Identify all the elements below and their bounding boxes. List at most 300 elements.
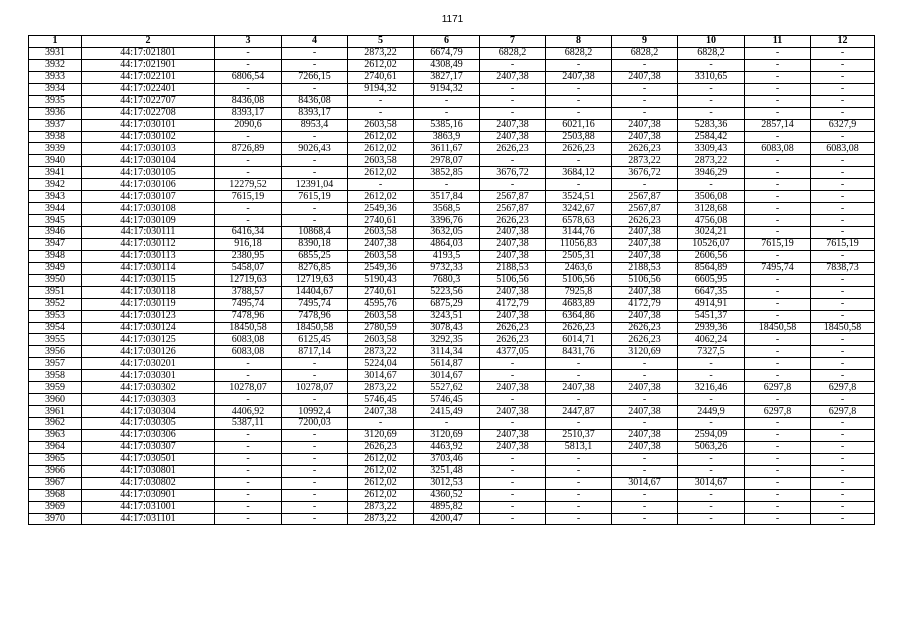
table-cell: 44:17:022401 (82, 83, 215, 95)
table-cell: - (215, 370, 282, 382)
table-cell: 10868,4 (282, 227, 348, 239)
table-cell: 44:17:030115 (82, 274, 215, 286)
table-cell: 2978,07 (414, 155, 480, 167)
table-cell: 14404,67 (282, 286, 348, 298)
table-cell: 3970 (29, 513, 82, 525)
table-cell: 44:17:021801 (82, 47, 215, 59)
table-cell: 44:17:030501 (82, 453, 215, 465)
table-cell: - (480, 477, 546, 489)
table-row (29, 83, 875, 95)
table-cell: 3965 (29, 453, 82, 465)
table-cell: 44:17:030307 (82, 441, 215, 453)
table-cell: - (678, 453, 745, 465)
table-cell: 44:17:030103 (82, 143, 215, 155)
table-cell: 6327,9 (811, 119, 875, 131)
table-cell: - (745, 346, 811, 358)
table-cell: 5527,62 (414, 382, 480, 394)
table-cell: - (745, 465, 811, 477)
table-row (29, 167, 875, 179)
table-cell: - (678, 59, 745, 71)
table-cell: - (480, 155, 546, 167)
table-cell: 3120,69 (414, 429, 480, 441)
table-cell: 2603,58 (348, 227, 414, 239)
table-cell: 2612,02 (348, 191, 414, 203)
table-cell: 5106,56 (612, 274, 678, 286)
table-cell: 18450,58 (811, 322, 875, 334)
table-cell: 2407,38 (612, 429, 678, 441)
table-cell: - (811, 334, 875, 346)
table-cell: 3120,69 (348, 429, 414, 441)
table-cell: 10278,07 (282, 382, 348, 394)
table-cell: - (348, 179, 414, 191)
table-cell: 18450,58 (745, 322, 811, 334)
table-cell: 2407,38 (480, 119, 546, 131)
table-cell: 3243,51 (414, 310, 480, 322)
table-cell: - (678, 358, 745, 370)
table-cell: 5458,07 (215, 262, 282, 274)
table-cell: 3936 (29, 107, 82, 119)
table-cell: - (811, 95, 875, 107)
table-cell: 3945 (29, 215, 82, 227)
table-cell: 44:17:030801 (82, 465, 215, 477)
table-cell: 2740,61 (348, 71, 414, 83)
table-cell: 2407,38 (348, 238, 414, 250)
table-cell: - (745, 358, 811, 370)
table-cell: 2873,22 (348, 47, 414, 59)
table-cell: 44:17:030126 (82, 346, 215, 358)
table-cell: - (414, 179, 480, 191)
table-cell: 3949 (29, 262, 82, 274)
table-cell: 5106,56 (480, 274, 546, 286)
table-cell: 8393,17 (215, 107, 282, 119)
table-cell: 2407,38 (612, 406, 678, 418)
table-cell: - (745, 274, 811, 286)
table-cell: 3960 (29, 394, 82, 406)
table-cell: 3632,05 (414, 227, 480, 239)
table-cell: - (546, 394, 612, 406)
table-cell: - (811, 155, 875, 167)
table-cell: - (348, 107, 414, 119)
table-cell: 6674,79 (414, 47, 480, 59)
table-row (29, 334, 875, 346)
table-cell: - (811, 203, 875, 215)
table-cell: - (215, 465, 282, 477)
table-cell: - (546, 179, 612, 191)
table-cell: 6014,71 (546, 334, 612, 346)
table-cell: 3968 (29, 489, 82, 501)
table-cell: - (480, 179, 546, 191)
table-cell: 3242,67 (546, 203, 612, 215)
table-cell: 3954 (29, 322, 82, 334)
table-cell: - (215, 429, 282, 441)
table-cell: - (282, 215, 348, 227)
table-cell: 6083,08 (745, 143, 811, 155)
table-cell: 2740,61 (348, 215, 414, 227)
table-cell: 3937 (29, 119, 82, 131)
table-cell: - (282, 358, 348, 370)
table-row (29, 155, 875, 167)
table-cell: - (745, 227, 811, 239)
table-cell: 7495,74 (215, 298, 282, 310)
table-cell: - (215, 501, 282, 513)
table-cell: - (745, 47, 811, 59)
table-cell: 6416,34 (215, 227, 282, 239)
table-cell: - (745, 441, 811, 453)
table-cell: 3517,84 (414, 191, 480, 203)
table-cell: 2407,38 (546, 382, 612, 394)
table-cell: 2407,38 (612, 131, 678, 143)
table-cell: 44:17:030305 (82, 418, 215, 430)
table-cell: - (745, 167, 811, 179)
table-cell: - (546, 477, 612, 489)
table-cell: - (215, 59, 282, 71)
table-cell: 7615,19 (215, 191, 282, 203)
table-cell: - (215, 489, 282, 501)
table-cell: 2407,38 (480, 71, 546, 83)
table-cell: 3948 (29, 250, 82, 262)
table-cell: 4406,92 (215, 406, 282, 418)
table-cell: - (612, 358, 678, 370)
table-cell: 3934 (29, 83, 82, 95)
table-cell: - (480, 513, 546, 525)
table-cell: 8726,89 (215, 143, 282, 155)
table-cell: 2407,38 (480, 131, 546, 143)
table-cell: 4595,76 (348, 298, 414, 310)
table-cell: - (811, 477, 875, 489)
table-cell: 2407,38 (612, 71, 678, 83)
table-cell: - (546, 83, 612, 95)
table-cell: 4308,49 (414, 59, 480, 71)
table-cell: - (745, 394, 811, 406)
table-cell: 2447,87 (546, 406, 612, 418)
table-cell: 44:17:031001 (82, 501, 215, 513)
table-cell: 2626,23 (546, 322, 612, 334)
table-cell: - (811, 215, 875, 227)
table-cell: 2603,58 (348, 155, 414, 167)
table-cell: 5451,37 (678, 310, 745, 322)
table-cell: 2549,36 (348, 203, 414, 215)
table-cell: 2449,9 (678, 406, 745, 418)
table-cell: - (414, 107, 480, 119)
table-cell: - (811, 286, 875, 298)
table-cell: - (546, 418, 612, 430)
table-cell: 12279,52 (215, 179, 282, 191)
table-cell: - (348, 418, 414, 430)
table-row (29, 262, 875, 274)
table-cell: - (282, 59, 348, 71)
table-cell: - (612, 501, 678, 513)
table-cell: - (811, 370, 875, 382)
table-cell: - (811, 453, 875, 465)
table-row (29, 286, 875, 298)
table-cell: - (546, 513, 612, 525)
table-cell: 44:17:030119 (82, 298, 215, 310)
table-cell: 2873,22 (348, 346, 414, 358)
table-cell: 7266,15 (282, 71, 348, 83)
table-cell: 3963 (29, 429, 82, 441)
table-cell: 2567,87 (612, 191, 678, 203)
table-cell: 3962 (29, 418, 82, 430)
table-cell: - (811, 47, 875, 59)
table-cell: 2626,23 (480, 334, 546, 346)
table-row (29, 274, 875, 286)
table-body (29, 47, 875, 525)
table-cell: 6083,08 (215, 346, 282, 358)
table-cell: - (678, 179, 745, 191)
table-cell: - (612, 107, 678, 119)
table-cell: 6364,86 (546, 310, 612, 322)
table-cell: - (282, 477, 348, 489)
table-row (29, 95, 875, 107)
table-cell: 6297,8 (811, 382, 875, 394)
table-cell: 44:17:030101 (82, 119, 215, 131)
table-cell: 3024,21 (678, 227, 745, 239)
table-cell: 2603,58 (348, 119, 414, 131)
table-cell: 7680,3 (414, 274, 480, 286)
header-cell: 6 (414, 36, 480, 48)
table-cell: - (612, 370, 678, 382)
table-cell: - (546, 370, 612, 382)
table-cell: - (480, 501, 546, 513)
table-cell: 6828,2 (546, 47, 612, 59)
table-cell: 2626,23 (546, 143, 612, 155)
table-cell: 2407,38 (480, 238, 546, 250)
table-row (29, 382, 875, 394)
table-cell: 44:17:030901 (82, 489, 215, 501)
table-cell: 2188,53 (480, 262, 546, 274)
table-cell: - (480, 489, 546, 501)
table-cell: 3568,5 (414, 203, 480, 215)
table-cell: 3959 (29, 382, 82, 394)
table-cell: - (215, 167, 282, 179)
table-cell: 8393,17 (282, 107, 348, 119)
table-cell: 8564,89 (678, 262, 745, 274)
table-cell: 2603,58 (348, 250, 414, 262)
table-cell: - (811, 167, 875, 179)
table-cell: - (811, 107, 875, 119)
table-cell: - (215, 47, 282, 59)
table-cell: - (480, 358, 546, 370)
table-cell: 6855,25 (282, 250, 348, 262)
table-cell: 7495,74 (282, 298, 348, 310)
table-cell: 2939,36 (678, 322, 745, 334)
table-cell: - (215, 155, 282, 167)
table-cell: 3939 (29, 143, 82, 155)
table-cell: 2857,14 (745, 119, 811, 131)
table-cell: - (745, 370, 811, 382)
table-cell: - (546, 489, 612, 501)
header-cell: 8 (546, 36, 612, 48)
table-cell: 3014,67 (612, 477, 678, 489)
table-cell: 7925,8 (546, 286, 612, 298)
table-cell: 6297,8 (745, 382, 811, 394)
table-cell: 2612,02 (348, 167, 414, 179)
table-cell: 2407,38 (348, 406, 414, 418)
table-cell: - (282, 370, 348, 382)
table-cell: 9194,32 (348, 83, 414, 95)
table-cell: 3956 (29, 346, 82, 358)
table-cell: - (215, 131, 282, 143)
table-row (29, 489, 875, 501)
table-cell: 6806,54 (215, 71, 282, 83)
table-cell: 6605,95 (678, 274, 745, 286)
header-cell: 9 (612, 36, 678, 48)
table-cell: - (282, 489, 348, 501)
header-cell: 5 (348, 36, 414, 48)
table-cell: 2407,38 (480, 382, 546, 394)
table-cell: 2407,38 (612, 310, 678, 322)
table-cell: 9194,32 (414, 83, 480, 95)
table-cell: 2510,37 (546, 429, 612, 441)
table-cell: - (414, 95, 480, 107)
table-cell: - (282, 83, 348, 95)
table-cell: - (414, 418, 480, 430)
table-cell: 2612,02 (348, 477, 414, 489)
table-cell: 44:17:030201 (82, 358, 215, 370)
table-cell: 3676,72 (480, 167, 546, 179)
table-cell: - (745, 250, 811, 262)
table-cell: 44:17:030104 (82, 155, 215, 167)
table-cell: - (811, 83, 875, 95)
table-row (29, 358, 875, 370)
table-cell: 4864,03 (414, 238, 480, 250)
table-cell: 44:17:021901 (82, 59, 215, 71)
data-table (28, 35, 875, 525)
table-cell: - (282, 441, 348, 453)
table-cell: - (215, 83, 282, 95)
table-cell: 2567,87 (480, 203, 546, 215)
table-cell: 5813,1 (546, 441, 612, 453)
table-row (29, 370, 875, 382)
table-cell: 3012,53 (414, 477, 480, 489)
table-cell: 2603,58 (348, 334, 414, 346)
table-cell: 2612,02 (348, 59, 414, 71)
table-cell: 2407,38 (480, 406, 546, 418)
table-cell: 3014,67 (348, 370, 414, 382)
table-cell: - (546, 107, 612, 119)
table-cell: - (745, 477, 811, 489)
table-cell: - (480, 394, 546, 406)
table-cell: - (282, 501, 348, 513)
table-cell: 7615,19 (282, 191, 348, 203)
table-cell: 2780,59 (348, 322, 414, 334)
table-cell: 6875,29 (414, 298, 480, 310)
table-row (29, 501, 875, 513)
table-cell: 2407,38 (480, 250, 546, 262)
table-cell: 44:17:030102 (82, 131, 215, 143)
table-cell: 6083,08 (215, 334, 282, 346)
table-cell: 3942 (29, 179, 82, 191)
table-cell: 3941 (29, 167, 82, 179)
table-cell: - (546, 501, 612, 513)
table-cell: 6297,8 (745, 406, 811, 418)
table-cell: - (745, 131, 811, 143)
table-cell: 2584,42 (678, 131, 745, 143)
table-cell: - (811, 310, 875, 322)
table-cell: 3120,69 (612, 346, 678, 358)
table-cell: - (215, 477, 282, 489)
table-cell: 44:17:030306 (82, 429, 215, 441)
table-cell: - (811, 71, 875, 83)
table-cell: 3128,68 (678, 203, 745, 215)
table-cell: 2549,36 (348, 262, 414, 274)
table-cell: 2626,23 (480, 143, 546, 155)
table-cell: - (811, 429, 875, 441)
table-cell: 2626,23 (612, 334, 678, 346)
table-cell: - (612, 59, 678, 71)
table-cell: - (745, 298, 811, 310)
table-cell: 5746,45 (414, 394, 480, 406)
table-cell: - (745, 429, 811, 441)
table-cell: 7615,19 (811, 238, 875, 250)
table-cell: 2873,22 (348, 382, 414, 394)
table-cell: 3506,08 (678, 191, 745, 203)
table-cell: - (678, 501, 745, 513)
table-row (29, 322, 875, 334)
table-cell: 3938 (29, 131, 82, 143)
table-cell: 18450,58 (215, 322, 282, 334)
table-cell: - (678, 465, 745, 477)
table-cell: 6021,16 (546, 119, 612, 131)
table-cell: 4463,92 (414, 441, 480, 453)
table-cell: 44:17:030302 (82, 382, 215, 394)
table-cell: 6578,63 (546, 215, 612, 227)
header-cell: 11 (745, 36, 811, 48)
table-cell: - (546, 59, 612, 71)
table-cell: 4172,79 (480, 298, 546, 310)
table-cell: 4756,08 (678, 215, 745, 227)
table-cell: - (678, 418, 745, 430)
table-cell: 3946,29 (678, 167, 745, 179)
table-cell: 6647,35 (678, 286, 745, 298)
table-cell: 10278,07 (215, 382, 282, 394)
table-cell: 2626,23 (480, 215, 546, 227)
table-cell: 12391,04 (282, 179, 348, 191)
table-cell: 2873,22 (678, 155, 745, 167)
table-cell: 9026,43 (282, 143, 348, 155)
table-cell: - (811, 274, 875, 286)
table-cell: 44:17:022101 (82, 71, 215, 83)
table-cell: 4683,89 (546, 298, 612, 310)
table-cell: 6828,2 (678, 47, 745, 59)
table-row (29, 227, 875, 239)
table-row (29, 131, 875, 143)
header-cell: 7 (480, 36, 546, 48)
table-cell: - (745, 513, 811, 525)
table-cell: 3684,12 (546, 167, 612, 179)
table-cell: 2612,02 (348, 131, 414, 143)
table-cell: 7200,03 (282, 418, 348, 430)
table-cell: 6125,45 (282, 334, 348, 346)
table-cell: 12719,63 (215, 274, 282, 286)
table-cell: 2463,6 (546, 262, 612, 274)
table-cell: 3961 (29, 406, 82, 418)
table-cell: 2407,38 (480, 441, 546, 453)
table-cell: - (215, 203, 282, 215)
table-cell: 3966 (29, 465, 82, 477)
table-cell: 3611,67 (414, 143, 480, 155)
table-cell: 6828,2 (480, 47, 546, 59)
table-cell: 3951 (29, 286, 82, 298)
table-cell: 44:17:031101 (82, 513, 215, 525)
table-cell: 44:17:022708 (82, 107, 215, 119)
table-cell: - (745, 83, 811, 95)
table-cell: - (546, 155, 612, 167)
table-cell: - (612, 83, 678, 95)
table-row (29, 394, 875, 406)
table-cell: 2612,02 (348, 143, 414, 155)
table-cell: 8431,76 (546, 346, 612, 358)
